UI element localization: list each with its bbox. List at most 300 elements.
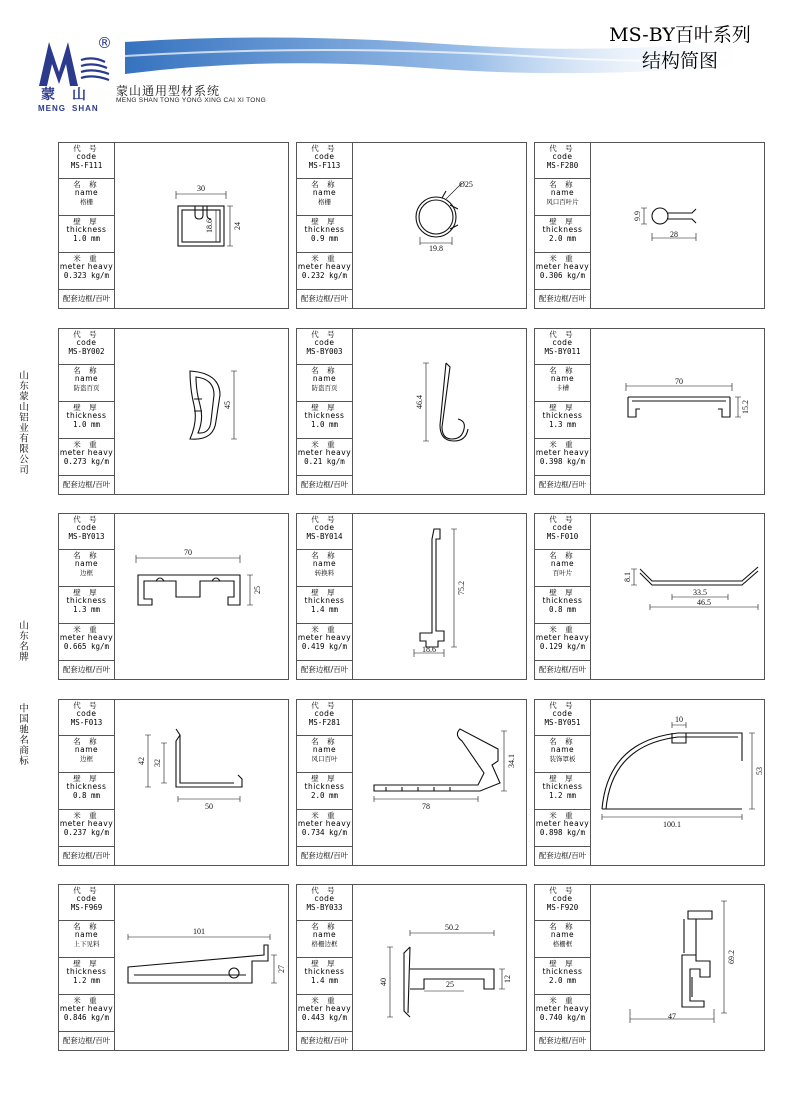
profile-weight: 0.323 [63,271,87,280]
dimension-label: 46.5 [697,598,711,607]
thickness-label-cn: 壁 厚 [311,403,338,412]
name-row [535,550,590,587]
name-row [59,365,114,402]
profile-footer: 配套边框/百叶 [538,1036,587,1045]
footer-row [297,1032,352,1051]
profile-thickness: 2.0 [310,791,325,800]
profile-code: MS-F280 [546,161,579,170]
profile-thickness: 0.9 [310,234,325,243]
profile-card [58,884,289,1051]
thickness-row [59,216,114,253]
profile-footer: 配套边框/百叶 [62,294,111,303]
thickness-label-en: thickness [304,411,345,420]
unit-mm: mm [329,420,339,429]
profile-code: MS-BY011 [544,347,581,356]
weight-row [297,439,352,476]
profile-footer: 配套边框/百叶 [62,480,111,489]
name-label-en: name [550,374,575,383]
thickness-label-en: thickness [66,225,107,234]
thickness-label-en: thickness [542,225,583,234]
thickness-label-cn: 壁 厚 [73,774,100,783]
registered-mark: ® [97,34,112,52]
profile-name: 格栅 [80,198,93,206]
name-label-en: name [74,559,99,568]
profile-weight: 0.898 [539,828,563,837]
thickness-row [297,958,352,995]
code-label-cn: 代 号 [311,330,338,339]
name-label-cn: 名 称 [311,922,338,931]
weight-label-cn: 米 重 [311,440,338,449]
code-label-cn: 代 号 [311,886,338,895]
profile-code: MS-F920 [546,903,579,912]
name-row [297,921,352,958]
code-label-cn: 代 号 [311,144,338,153]
profile-info-column [297,329,353,494]
name-row [59,179,114,216]
profile-name: 卡槽 [556,384,569,392]
profile-cross-section [116,514,288,679]
weight-row [297,995,352,1032]
profile-code: MS-BY033 [306,903,343,912]
profile-code: MS-F281 [308,718,341,727]
footer-row [59,847,114,866]
code-label-cn: 代 号 [73,515,100,524]
profile-code: MS-BY002 [68,347,105,356]
profile-info-column [297,700,353,865]
name-label-cn: 名 称 [311,180,338,189]
unit-kgm: kg/m [567,1013,586,1022]
profile-cross-section [354,143,526,308]
profile-code: MS-BY013 [68,532,105,541]
profile-thickness: 2.0 [548,976,563,985]
profile-card [296,513,527,680]
profile-name: 防盗百页 [311,384,338,392]
dimension-label: 15.2 [741,400,750,414]
company-name-en: MENG SHAN TONG YONG XING CAI XI TONG [116,97,266,104]
code-label-cn: 代 号 [549,701,576,710]
profile-info-column [297,514,353,679]
name-label-cn: 名 称 [311,551,338,560]
side-trademark-text: 中国驰名商标 [17,703,28,766]
name-row [59,736,114,773]
code-label-en: code [552,894,573,903]
profile-name: 百叶片 [552,569,573,577]
thickness-row [297,402,352,439]
profile-weight: 0.846 [63,1013,87,1022]
thickness-row [535,587,590,624]
thickness-label-en: thickness [304,782,345,791]
code-row [297,514,352,550]
profile-weight: 0.398 [539,457,563,466]
profile-thickness: 1.3 [548,420,563,429]
name-label-en: name [550,930,575,939]
profile-footer: 配套边框/百叶 [300,294,349,303]
code-label-en: code [552,152,573,161]
profile-card [296,328,527,495]
dimension-label: 50 [205,802,213,811]
thickness-label-en: thickness [66,596,107,605]
profile-thickness: 1.0 [72,420,87,429]
unit-kgm: kg/m [91,828,110,837]
code-label-en: code [314,894,335,903]
weight-label-cn: 米 重 [549,996,576,1005]
code-label-cn: 代 号 [73,701,100,710]
thickness-label-en: thickness [304,225,345,234]
name-label-en: name [74,930,99,939]
footer-row [535,661,590,680]
unit-kgm: kg/m [567,642,586,651]
profile-footer: 配套边框/百叶 [538,294,587,303]
dimension-label: 10 [675,715,683,724]
dimension-label: 70 [675,377,683,386]
code-label-en: code [314,523,335,532]
code-label-cn: 代 号 [73,886,100,895]
weight-label-en: meter heavy [59,819,114,828]
weight-label-cn: 米 重 [549,625,576,634]
weight-row [59,253,114,290]
dimension-label: 46.4 [415,395,424,409]
profile-info-column [59,514,115,679]
thickness-row [297,587,352,624]
weight-label-en: meter heavy [59,633,114,642]
code-label-cn: 代 号 [549,330,576,339]
thickness-label-en: thickness [66,967,107,976]
dimension-label: 40 [379,978,388,986]
name-label-cn: 名 称 [549,366,576,375]
weight-label-en: meter heavy [59,262,114,271]
profile-footer: 配套边框/百叶 [62,665,111,674]
footer-row [59,661,114,680]
thickness-label-cn: 壁 厚 [311,588,338,597]
code-row [535,700,590,736]
profile-weight: 0.419 [301,642,325,651]
name-label-en: name [74,745,99,754]
dimension-label: 32 [153,759,162,767]
series-title: MS-BY百叶系列 [609,24,751,46]
name-label-cn: 名 称 [549,737,576,746]
profile-drawing [116,514,288,679]
profile-cross-section [354,885,526,1050]
weight-row [59,995,114,1032]
profile-code: MS-F111 [70,161,103,170]
profile-name: 防盗百页 [73,384,100,392]
profile-footer: 配套边框/百叶 [300,665,349,674]
profile-name: 转换料 [314,569,335,577]
name-row [535,365,590,402]
unit-mm: mm [329,605,339,614]
profile-drawing [116,885,288,1050]
profile-cross-section [354,514,526,679]
code-row [59,329,114,365]
profile-cross-section [354,329,526,494]
unit-kgm: kg/m [91,271,110,280]
code-label-en: code [314,709,335,718]
dimension-label: 9.9 [633,211,642,221]
dimension-label: 47 [668,1012,676,1021]
footer-row [59,290,114,309]
profile-thickness: 1.2 [548,791,563,800]
thickness-label-en: thickness [304,596,345,605]
footer-row [297,661,352,680]
name-label-en: name [550,559,575,568]
thickness-label-cn: 壁 厚 [73,403,100,412]
profile-card [58,142,289,309]
profile-thickness: 1.4 [310,976,325,985]
profile-thickness: 1.0 [310,420,325,429]
dimension-label: 50.2 [445,923,459,932]
code-label-cn: 代 号 [73,330,100,339]
weight-row [297,253,352,290]
profile-info-column [535,329,591,494]
profile-info-column [297,143,353,308]
weight-label-en: meter heavy [535,633,590,642]
dimension-label: 25 [253,586,262,594]
profile-name: 格栅 [318,198,331,206]
profile-info-column [59,885,115,1050]
weight-label-en: meter heavy [297,819,352,828]
thickness-row [535,216,590,253]
profile-drawing [116,700,288,865]
thickness-label-cn: 壁 厚 [549,774,576,783]
profile-drawing [592,514,764,679]
code-label-en: code [552,523,573,532]
thickness-label-en: thickness [66,411,107,420]
code-row [535,514,590,550]
profile-code: MS-F013 [70,718,103,727]
name-row [59,921,114,958]
code-row [297,700,352,736]
footer-row [535,476,590,495]
thickness-row [59,773,114,810]
code-row [59,514,114,550]
weight-label-en: meter heavy [535,262,590,271]
thickness-label-cn: 壁 厚 [311,774,338,783]
profile-thickness: 1.4 [310,605,325,614]
profile-weight: 0.232 [301,271,325,280]
unit-mm: mm [567,420,577,429]
profile-name: 格栅边框 [311,940,338,948]
profile-drawing [592,885,764,1050]
weight-row [59,624,114,661]
profile-drawing [354,885,526,1050]
weight-row [59,439,114,476]
name-label-cn: 名 称 [311,366,338,375]
profile-name: 装饰罩板 [549,755,576,763]
thickness-label-cn: 壁 厚 [311,959,338,968]
company-name-cn: 蒙山通用型材系统 [116,84,221,98]
code-label-en: code [552,338,573,347]
name-label-en: name [550,188,575,197]
unit-mm: mm [91,234,101,243]
thickness-label-en: thickness [304,967,345,976]
dimension-label: 45 [223,401,232,409]
dimension-label: 8.1 [623,572,632,582]
weight-label-en: meter heavy [297,1004,352,1013]
dimension-label: 25 [446,980,454,989]
profile-footer: 配套边框/百叶 [538,665,587,674]
profile-drawing [354,514,526,679]
thickness-row [535,958,590,995]
thickness-label-cn: 壁 厚 [73,217,100,226]
name-label-en: name [550,745,575,754]
code-label-en: code [552,709,573,718]
profile-thickness: 1.3 [72,605,87,614]
diagram-title: 结构简图 [641,50,718,72]
unit-kgm: kg/m [329,1013,348,1022]
profile-info-column [59,143,115,308]
name-row [535,736,590,773]
profile-footer: 配套边框/百叶 [300,480,349,489]
profile-drawing [354,329,526,494]
weight-label-cn: 米 重 [549,254,576,263]
dimension-label: 42 [137,757,146,765]
profile-footer: 配套边框/百叶 [62,851,111,860]
profile-weight: 0.21 [304,457,323,466]
weight-label-cn: 米 重 [73,440,100,449]
profile-info-column [535,885,591,1050]
thickness-label-cn: 壁 厚 [311,217,338,226]
name-label-en: name [74,374,99,383]
name-label-cn: 名 称 [73,737,100,746]
unit-kgm: kg/m [329,642,348,651]
profile-cross-section [592,143,764,308]
thickness-row [59,958,114,995]
profile-code: MS-BY014 [306,532,343,541]
profile-card [296,699,527,866]
dimension-label: 100.1 [663,820,681,829]
profile-drawing [116,143,288,308]
unit-mm: mm [91,605,101,614]
footer-row [59,1032,114,1051]
name-label-cn: 名 称 [549,922,576,931]
thickness-label-cn: 壁 厚 [549,217,576,226]
weight-label-cn: 米 重 [73,625,100,634]
code-label-cn: 代 号 [311,515,338,524]
code-row [535,329,590,365]
weight-label-cn: 米 重 [311,254,338,263]
profile-cross-section [592,329,764,494]
unit-mm: mm [567,605,577,614]
code-label-en: code [314,152,335,161]
unit-kgm: kg/m [567,271,586,280]
unit-mm: mm [567,791,577,800]
dimension-label: 18.6 [205,219,214,233]
thickness-label-en: thickness [542,596,583,605]
profile-footer: 配套边框/百叶 [538,851,587,860]
weight-label-cn: 米 重 [549,440,576,449]
profile-drawing [592,143,764,308]
name-label-cn: 名 称 [549,180,576,189]
weight-label-cn: 米 重 [549,811,576,820]
weight-label-cn: 米 重 [73,254,100,263]
unit-kgm: kg/m [326,457,345,466]
footer-row [535,290,590,309]
profile-weight: 0.129 [539,642,563,651]
profile-footer: 配套边框/百叶 [62,1036,111,1045]
logo-en-left: MENG [38,104,66,113]
profile-weight: 0.665 [63,642,87,651]
footer-row [59,476,114,495]
weight-label-en: meter heavy [297,633,352,642]
profile-cross-section [592,514,764,679]
dimension-label: 75.2 [457,581,466,595]
profile-thickness: 0.8 [72,791,87,800]
unit-mm: mm [91,791,101,800]
code-label-en: code [76,709,97,718]
dimension-label: 19.8 [429,244,443,253]
name-row [297,179,352,216]
weight-row [59,810,114,847]
code-label-en: code [314,338,335,347]
profile-card [58,513,289,680]
unit-mm: mm [567,976,577,985]
thickness-row [297,773,352,810]
name-row [297,365,352,402]
footer-row [535,847,590,866]
weight-row [535,624,590,661]
profile-footer: 配套边框/百叶 [300,851,349,860]
profile-card [534,142,765,309]
profile-drawing [116,329,288,494]
code-row [59,143,114,179]
dimension-label: 33.5 [693,588,707,597]
profile-info-column [535,143,591,308]
name-label-en: name [312,374,337,383]
footer-row [297,847,352,866]
weight-label-cn: 米 重 [73,811,100,820]
profile-footer: 配套边框/百叶 [538,480,587,489]
weight-label-en: meter heavy [59,448,114,457]
name-row [535,921,590,958]
side-company-name: 山东蒙山铝业有限公司 [17,370,28,475]
profile-cross-section [116,700,288,865]
profile-card [58,699,289,866]
profile-code: MS-BY003 [306,347,343,356]
profile-cross-section [116,143,288,308]
profile-thickness: 1.0 [72,234,87,243]
dimension-label: 12 [503,975,512,983]
profile-code: MS-F113 [308,161,341,170]
name-label-en: name [312,745,337,754]
profile-name: 边框 [80,755,93,763]
thickness-row [535,402,590,439]
profile-info-column [297,885,353,1050]
profile-drawing [354,143,526,308]
unit-kgm: kg/m [567,457,586,466]
code-label-cn: 代 号 [549,144,576,153]
unit-mm: mm [91,420,101,429]
unit-mm: mm [329,791,339,800]
unit-kgm: kg/m [567,828,586,837]
weight-label-en: meter heavy [535,819,590,828]
weight-row [297,624,352,661]
thickness-row [535,773,590,810]
dimension-label: 70 [184,548,192,557]
thickness-label-en: thickness [542,411,583,420]
profile-info-column [59,700,115,865]
name-label-cn: 名 称 [311,737,338,746]
dimension-label: 27 [277,965,286,973]
weight-label-en: meter heavy [59,1004,114,1013]
logo-char-left: 蒙 [41,87,55,103]
profile-footer: 配套边框/百叶 [300,1036,349,1045]
weight-label-en: meter heavy [535,448,590,457]
thickness-label-cn: 壁 厚 [549,959,576,968]
profile-card [296,884,527,1051]
profile-info-column [535,700,591,865]
profile-card [58,328,289,495]
profile-cross-section [116,329,288,494]
